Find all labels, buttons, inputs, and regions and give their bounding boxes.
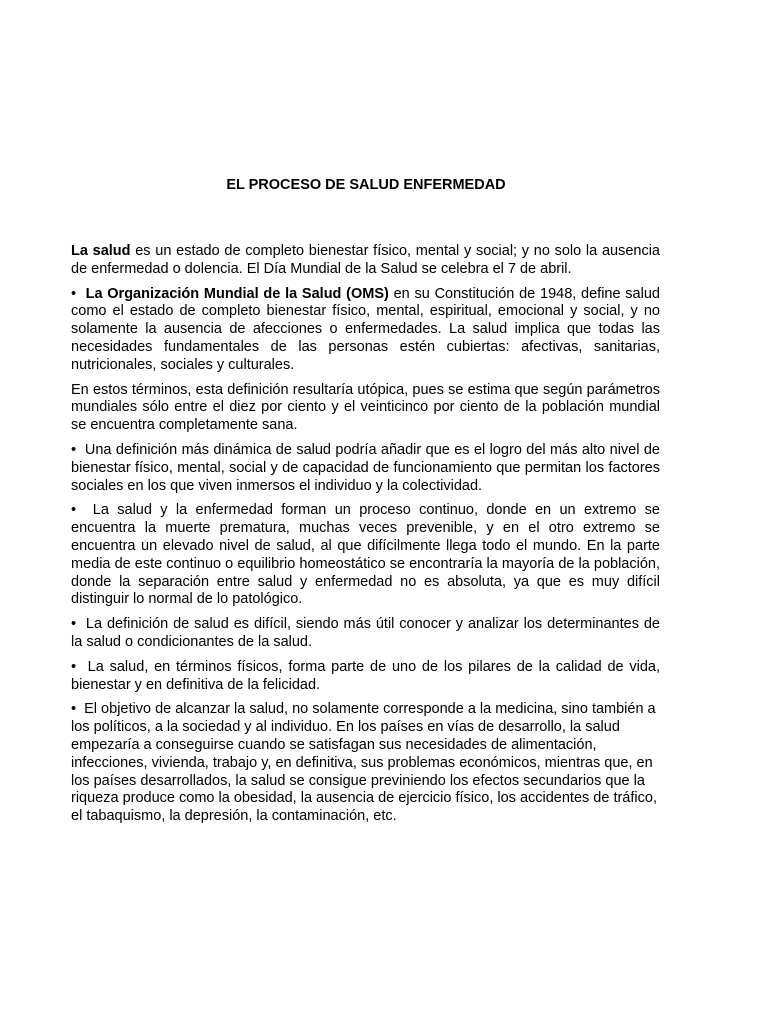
bullet-mark: • — [71, 285, 77, 302]
paragraph-utopia — [71, 382, 660, 435]
bullet-mark: • — [71, 701, 77, 718]
bullet-mark: • — [71, 616, 77, 633]
paragraph-text: La salud, en términos físicos, forma parte de uno de los pilares de la calidad de vida, bienestar y en definitiva de la felicidad. — [71, 658, 660, 693]
document-body — [71, 243, 660, 833]
document-title: EL PROCESO DE SALUD ENFERMEDAD — [226, 177, 506, 193]
paragraph-definition — [71, 243, 660, 279]
paragraph-text: Una definición más dinámica de salud podría añadir que es el logro del más alto nivel de bienestar físico, mental, social y de capacidad de funcionamiento que permitan los factores sociales en los que viven inmersos el individuo y la colectividad. — [71, 441, 660, 494]
paragraph-text: En estos términos, esta definición resultaría utópica, pues se estima que según parámetros mundiales sólo entre el diez por ciento y el veinticinco por ciento de la población mundial se encuentra completamente sana. — [71, 381, 660, 434]
paragraph-oms — [71, 286, 660, 375]
paragraph-objective — [71, 701, 660, 826]
paragraph-dynamic-definition — [71, 442, 660, 495]
paragraph-determinants — [71, 616, 660, 652]
bullet-mark: • — [71, 441, 77, 458]
paragraph-text: La salud y la enfermedad forman un proceso continuo, donde en un extremo se encuentra la muerte prematura, muchas veces prevenible, y en el otro extremo se encuentra un elevado nivel de salud, al que difícilmente llega todo el mundo. En la parte media de este continuo o equilibrio homeostático se encontraría la mayoría de la población, donde la separación entre salud y enfermedad no es absoluta, ya que es muy difícil distinguir lo normal de lo patológico. — [71, 502, 660, 608]
bold-term: La Organización Mundial de la Salud (OMS) — [85, 285, 389, 302]
paragraph-continuum — [71, 502, 660, 609]
paragraph-text: es un estado de completo bienestar físico, mental y social; y no solo la ausencia de enfermedad o dolencia. El Día Mundial de la Salud se celebra el 7 de abril. — [71, 243, 660, 277]
bullet-mark: • — [71, 502, 77, 519]
bold-term: La salud — [71, 243, 131, 259]
paragraph-text: en su Constitución de 1948, define salud como el estado de completo bienestar físico, mental, espiritual, emocional y social, y no solamente la ausencia de afecciones o enfermedades. La salud implica que todas las necesidades fundamentales de las personas estén cubiertas: afectivas, sanitarias, nutricionales, sociales y culturales. — [71, 285, 660, 373]
bullet-mark: • — [71, 658, 77, 675]
paragraph-quality-of-life — [71, 659, 660, 695]
paragraph-text: La definición de salud es difícil, siendo más útil conocer y analizar los determinantes de la salud o condicionantes de la salud. — [71, 616, 660, 650]
paragraph-text: El objetivo de alcanzar la salud, no solamente corresponde a la medicina, sino también a los políticos, a la sociedad y al individuo. En los países en vías de desarrollo, la salud empezaría a conseguirse cuando se satisfagan sus necesidades de alimentación, infecciones, vivienda, trabajo y, en definitiva, sus problemas económicos, mientras que, en los países desarrollados, la salud se consigue previniendo los efectos secundarios que la riqueza produce como la obesidad, la ausencia de ejercicio físico, los accidentes de tráfico, el tabaquismo, la depresión, la contaminación, etc. — [71, 701, 657, 825]
